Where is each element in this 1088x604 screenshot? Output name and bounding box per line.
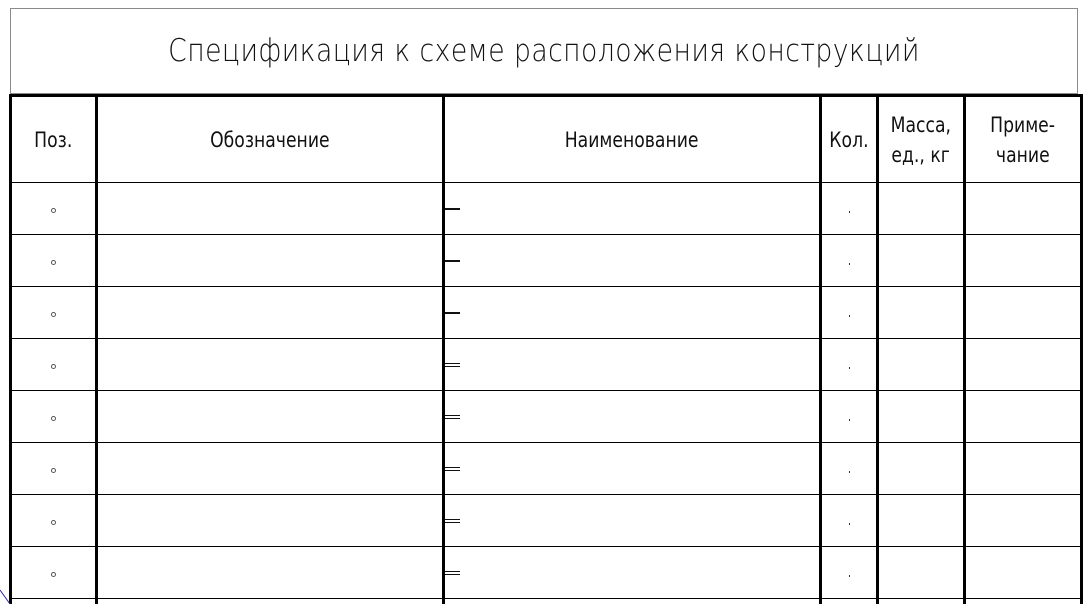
empty-value-marker	[849, 575, 850, 577]
qty-cell[interactable]	[821, 339, 878, 391]
partial-cell	[878, 599, 965, 604]
name-cell[interactable]	[444, 339, 821, 391]
mass-cell[interactable]	[878, 443, 965, 495]
partial-cell	[965, 599, 1082, 604]
table-row-partial	[11, 599, 1082, 604]
name-placeholder-dash	[445, 415, 460, 419]
qty-cell[interactable]	[821, 443, 878, 495]
qty-cell[interactable]	[821, 235, 878, 287]
name-placeholder-dash	[445, 312, 460, 314]
name-cell[interactable]	[444, 391, 821, 443]
mass-cell[interactable]	[878, 235, 965, 287]
table-row	[11, 339, 1082, 391]
qty-cell[interactable]	[821, 495, 878, 547]
note-cell[interactable]	[965, 287, 1082, 339]
designation-cell[interactable]	[97, 183, 444, 235]
col-header-name: Наименование	[444, 96, 821, 183]
col-header-designation: Обозначение	[97, 96, 444, 183]
empty-value-marker	[849, 523, 850, 525]
name-placeholder-dash	[445, 519, 460, 523]
specification-table	[9, 94, 1083, 604]
col-header-pos: Поз.	[11, 96, 97, 183]
mass-cell[interactable]	[878, 339, 965, 391]
table-row	[11, 547, 1082, 599]
table-row	[11, 235, 1082, 287]
designation-cell[interactable]	[97, 443, 444, 495]
name-placeholder-dash	[445, 571, 460, 575]
designation-cell[interactable]	[97, 287, 444, 339]
partial-cell	[11, 599, 97, 604]
empty-value-marker	[51, 260, 56, 265]
note-cell[interactable]	[965, 235, 1082, 287]
table-row	[11, 443, 1082, 495]
name-cell[interactable]	[444, 495, 821, 547]
pos-cell[interactable]	[11, 495, 97, 547]
col-header-mass: Масса, ед., кг	[878, 96, 965, 183]
pos-cell[interactable]	[11, 391, 97, 443]
empty-value-marker	[849, 315, 850, 317]
pos-cell[interactable]	[11, 547, 97, 599]
pos-cell[interactable]	[11, 443, 97, 495]
name-placeholder-dash	[445, 260, 460, 262]
pos-cell[interactable]	[11, 235, 97, 287]
empty-value-marker	[849, 471, 850, 473]
name-placeholder-dash	[445, 208, 460, 210]
name-placeholder-dash	[445, 363, 460, 367]
mass-cell[interactable]	[878, 183, 965, 235]
note-cell[interactable]	[965, 339, 1082, 391]
empty-value-marker	[51, 468, 56, 473]
corner-mark-icon	[0, 588, 16, 604]
qty-cell[interactable]	[821, 391, 878, 443]
designation-cell[interactable]	[97, 391, 444, 443]
table-row	[11, 287, 1082, 339]
note-cell[interactable]	[965, 443, 1082, 495]
name-cell[interactable]	[444, 443, 821, 495]
table-row	[11, 391, 1082, 443]
empty-value-marker	[849, 419, 850, 421]
specification-title-box	[10, 8, 1078, 94]
note-cell[interactable]	[965, 547, 1082, 599]
note-cell[interactable]	[965, 495, 1082, 547]
note-cell[interactable]	[965, 183, 1082, 235]
col-header-note: Приме- чание	[965, 96, 1082, 183]
designation-cell[interactable]	[97, 235, 444, 287]
empty-value-marker	[849, 211, 850, 213]
mass-cell[interactable]	[878, 391, 965, 443]
designation-cell[interactable]	[97, 339, 444, 391]
pos-cell[interactable]	[11, 183, 97, 235]
pos-cell[interactable]	[11, 339, 97, 391]
partial-cell	[821, 599, 878, 604]
table-row	[11, 495, 1082, 547]
designation-cell[interactable]	[97, 547, 444, 599]
col-header-qty: Кол.	[821, 96, 878, 183]
empty-value-marker	[849, 263, 850, 265]
qty-cell[interactable]	[821, 287, 878, 339]
name-cell[interactable]	[444, 547, 821, 599]
partial-cell	[97, 599, 444, 604]
partial-cell	[444, 599, 821, 604]
name-cell[interactable]	[444, 287, 821, 339]
table-row	[11, 183, 1082, 235]
name-cell[interactable]	[444, 235, 821, 287]
qty-cell[interactable]	[821, 183, 878, 235]
pos-cell[interactable]	[11, 287, 97, 339]
note-cell[interactable]	[965, 391, 1082, 443]
header-row	[11, 96, 1082, 183]
designation-cell[interactable]	[97, 495, 444, 547]
mass-cell[interactable]	[878, 547, 965, 599]
mass-cell[interactable]	[878, 495, 965, 547]
empty-value-marker	[849, 367, 850, 369]
name-cell[interactable]	[444, 183, 821, 235]
empty-value-marker	[51, 208, 56, 213]
name-placeholder-dash	[445, 467, 460, 471]
empty-value-marker	[51, 520, 56, 525]
specification-title: Спецификация к схеме расположения конструкций	[168, 33, 920, 69]
empty-value-marker	[51, 312, 56, 317]
mass-cell[interactable]	[878, 287, 965, 339]
specification-rows	[11, 183, 1082, 604]
empty-value-marker	[51, 572, 56, 577]
empty-value-marker	[51, 364, 56, 369]
empty-value-marker	[51, 416, 56, 421]
qty-cell[interactable]	[821, 547, 878, 599]
